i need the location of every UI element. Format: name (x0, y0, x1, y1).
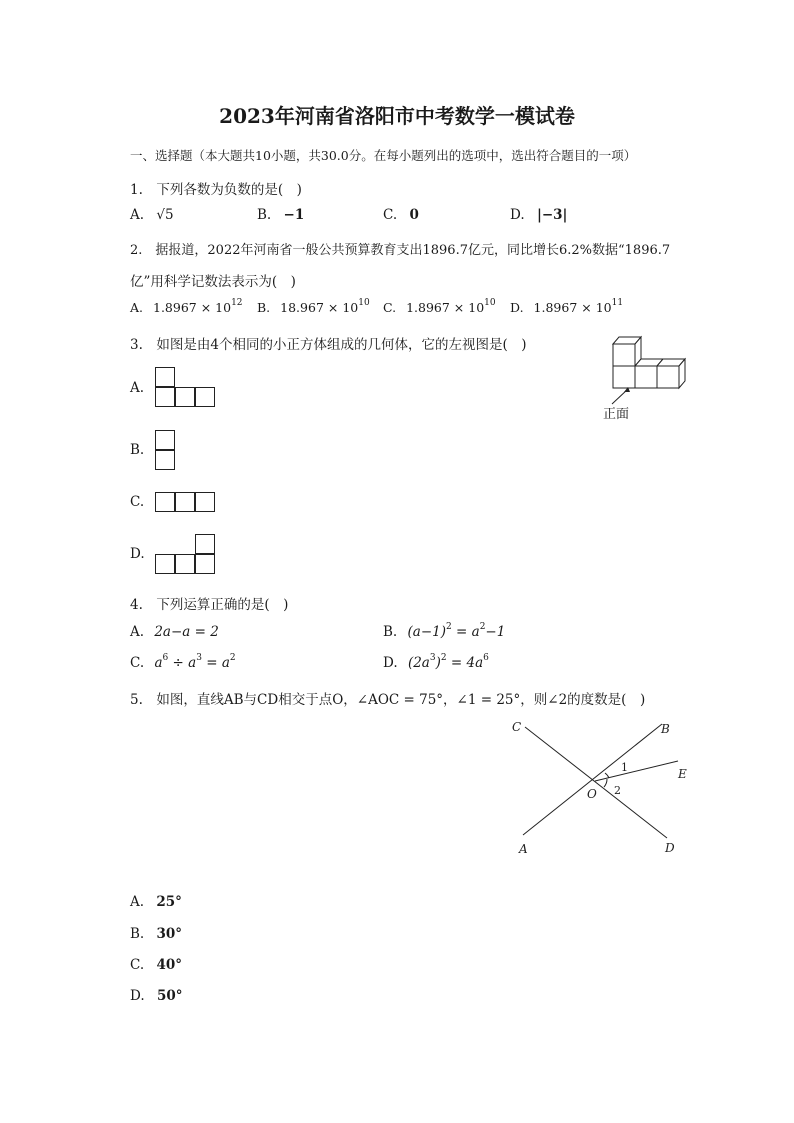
option-letter: A. (130, 624, 145, 640)
option-value: ) (435, 655, 441, 671)
option-letter: D. (130, 988, 145, 1004)
option-value: 40° (156, 957, 182, 973)
option-letter: D. (510, 300, 524, 315)
question-1-stem: 1. 下列各数为负数的是( ) (130, 182, 302, 198)
option-value: 1.8967 × 10 (153, 300, 232, 315)
question-2-option-a (130, 300, 243, 315)
question-2-option-c (383, 300, 496, 315)
question-4-option-d (383, 655, 489, 671)
exponent: 2 (229, 653, 236, 663)
exponent: 6 (483, 653, 489, 663)
exponent: 2 (446, 622, 452, 632)
option-value: 50° (156, 988, 183, 1004)
point-label-o: O (587, 787, 597, 801)
question-3-option-c-shape (155, 492, 217, 514)
option-value: 1.8967 × 10 (406, 300, 485, 315)
question-3-option-c-label: C. (130, 494, 145, 510)
exponent: 10 (484, 298, 496, 308)
exponent: 12 (231, 298, 243, 308)
exponent: 3 (196, 653, 202, 663)
question-1-option-d (510, 207, 567, 223)
option-letter: D. (510, 207, 525, 223)
question-2-stem-line2: 亿”用科学记数法表示为( ) (130, 274, 296, 290)
option-value: (2a (407, 655, 430, 671)
question-1-option-b (257, 207, 304, 223)
question-3-option-b-shape (155, 430, 177, 472)
exponent: 11 (611, 298, 624, 308)
question-5-option-d (130, 988, 182, 1004)
question-5-stem: 5. 如图，直线AB与CD相交于点O，∠AOC = 75°，∠1 = 25°，则∠2的度数是( ) (130, 692, 646, 708)
point-label-a: A (519, 842, 528, 856)
intersecting-lines-figure (505, 715, 705, 860)
exponent: 3 (429, 653, 436, 663)
question-2-option-d (510, 300, 623, 315)
question-4-stem: 4. 下列运算正确的是( ) (130, 597, 289, 613)
point-label-e: E (678, 767, 687, 781)
question-4-option-a (130, 624, 219, 640)
option-letter: B. (257, 300, 271, 315)
question-3-option-d-label: D. (130, 546, 145, 562)
option-value: 0 (409, 207, 419, 223)
option-letter: B. (130, 926, 145, 942)
question-4-option-b (383, 624, 505, 640)
option-letter: C. (130, 957, 145, 973)
front-view-label: 正面 (603, 407, 630, 422)
option-letter: B. (383, 624, 398, 640)
option-letter: A. (130, 207, 145, 223)
exponent: 10 (358, 298, 370, 308)
question-3-option-d-shape (155, 534, 217, 576)
option-value: 30° (156, 926, 183, 942)
option-value: √5 (156, 207, 174, 223)
angle-label-1: 1 (621, 761, 628, 774)
question-3-option-a-label: A. (130, 380, 145, 396)
option-value: 2a−a = 2 (154, 624, 219, 640)
option-value: = 4a (446, 655, 484, 671)
question-2-stem-line1: 2. 据报道，2022年河南省一般公共预算教育支出1896.7亿元，同比增长6.2%数据“1896.7 (130, 243, 671, 258)
option-value: 1.8967 × 10 (533, 300, 612, 315)
option-value: |−3| (536, 207, 568, 223)
exponent: 2 (479, 622, 486, 632)
question-5-option-c (130, 957, 182, 973)
point-label-b: B (661, 722, 670, 736)
option-letter: B. (257, 207, 272, 223)
option-letter: D. (383, 655, 398, 671)
question-2-option-b (257, 300, 370, 315)
question-3-option-a-shape (155, 367, 217, 409)
option-value: = a (451, 624, 480, 640)
question-3-option-b-label: B. (130, 442, 145, 458)
question-3-stem: 3. 如图是由4个相同的小正方体组成的几何体，它的左视图是( ) (130, 337, 527, 353)
option-value: −1 (485, 624, 506, 640)
option-letter: A. (130, 894, 145, 910)
question-4-option-c (130, 655, 236, 671)
section-heading: 一、选择题（本大题共10小题，共30.0分。在每小题列出的选项中，选出符合题目的一项） (130, 148, 637, 163)
question-5-option-b (130, 926, 182, 942)
point-label-d: D (665, 841, 675, 855)
point-label-c: C (512, 720, 522, 734)
angle-label-2: 2 (614, 784, 621, 797)
option-letter: C. (383, 207, 398, 223)
question-5-option-a (130, 894, 182, 910)
exponent: 2 (440, 653, 447, 663)
option-value: = a (201, 655, 230, 671)
option-value: 25° (156, 894, 182, 910)
option-letter: A. (130, 300, 144, 315)
question-1-option-c (383, 207, 419, 223)
option-value: 18.967 × 10 (280, 300, 359, 315)
option-letter: C. (130, 655, 145, 671)
page-title: 2023年河南省洛阳市中考数学一模试卷 (219, 104, 575, 128)
option-value: ÷ a (168, 655, 197, 671)
option-letter: C. (383, 300, 397, 315)
option-value: a (154, 655, 163, 671)
option-value: −1 (283, 207, 305, 223)
option-value: (a−1) (407, 624, 446, 640)
question-1-option-a (130, 207, 174, 223)
exponent: 6 (162, 653, 169, 663)
